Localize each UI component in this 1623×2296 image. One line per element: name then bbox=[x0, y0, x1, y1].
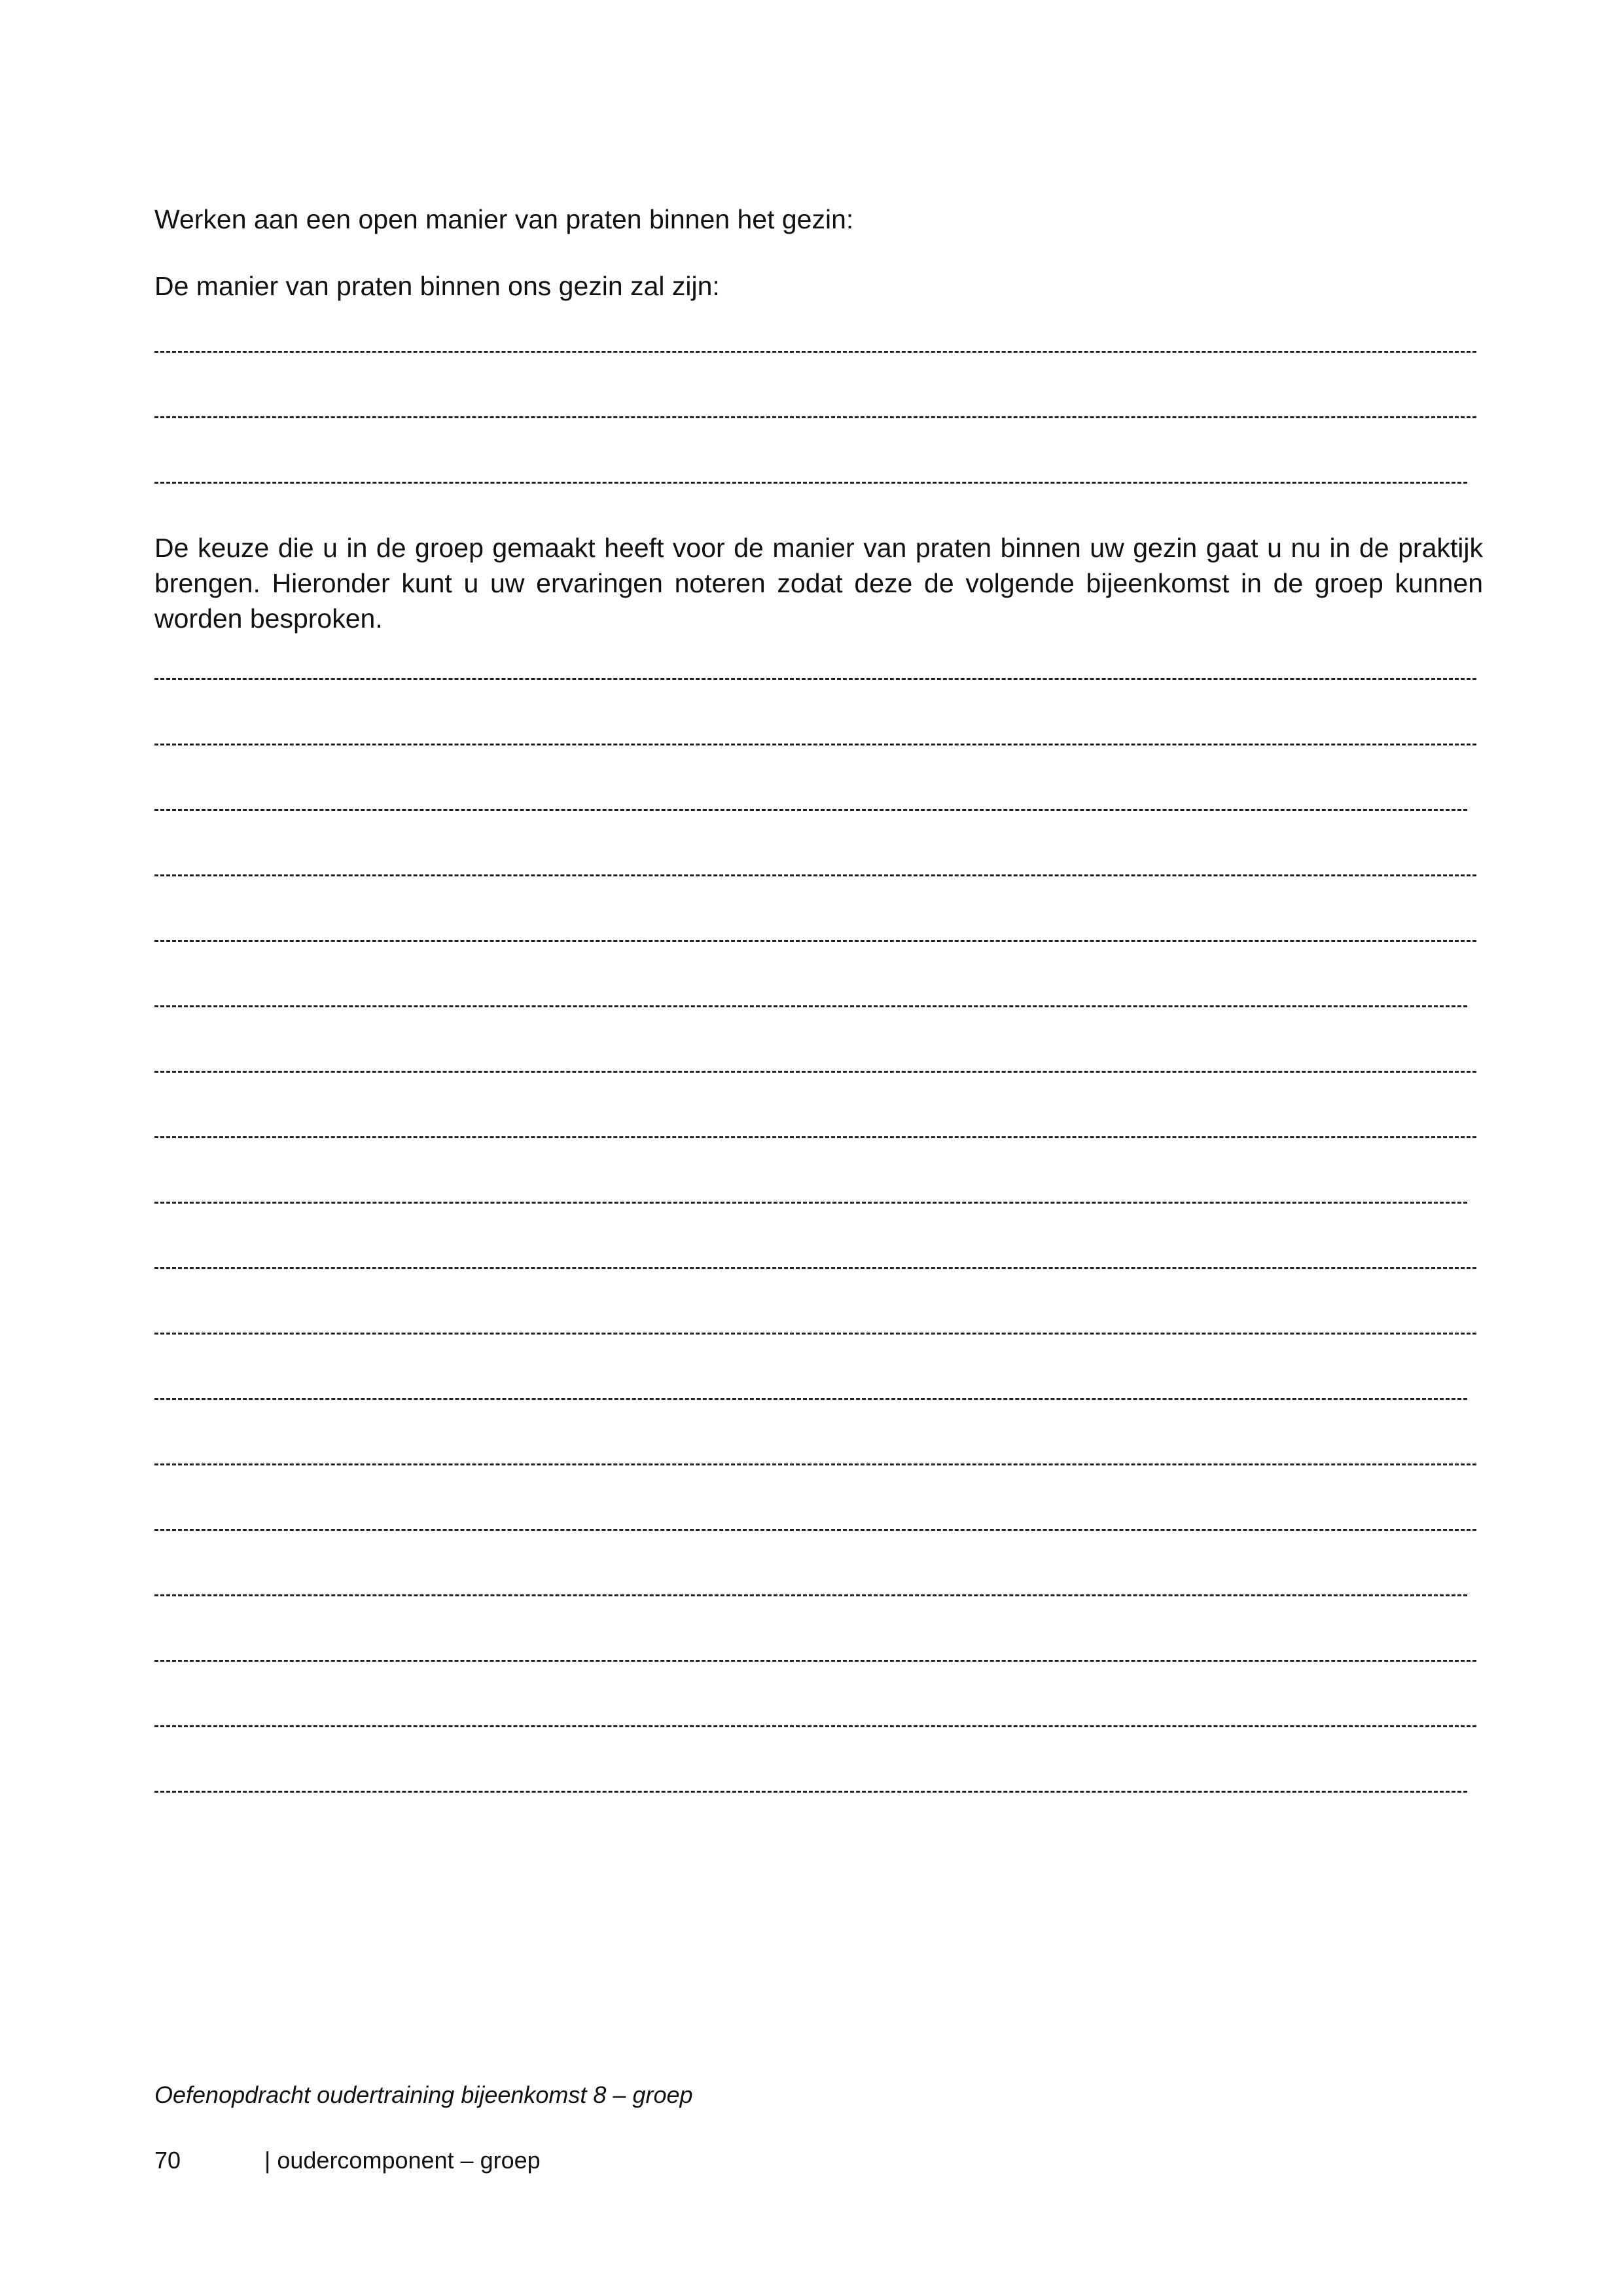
answer-line bbox=[154, 678, 1476, 680]
page-number: 70 bbox=[154, 2147, 181, 2174]
answer-line bbox=[154, 416, 1476, 418]
answer-line bbox=[154, 1267, 1476, 1269]
answer-line bbox=[154, 1202, 1467, 1204]
answer-line bbox=[154, 1594, 1467, 1596]
heading: Werken aan een open manier van praten binnen het gezin: bbox=[154, 204, 854, 234]
section-label: | oudercomponent – groep bbox=[264, 2147, 541, 2174]
answer-line bbox=[154, 940, 1476, 942]
answer-line bbox=[154, 1660, 1476, 1662]
answer-line bbox=[154, 1071, 1476, 1073]
answer-line bbox=[154, 351, 1476, 353]
prompt-1: De manier van praten binnen ons gezin zal zijn: bbox=[154, 271, 720, 301]
answer-line bbox=[154, 1791, 1467, 1793]
footer-title: Oefenopdracht oudertraining bijeenkomst 8 – groep bbox=[154, 2081, 693, 2108]
answer-line bbox=[154, 1529, 1476, 1531]
answer-line bbox=[154, 809, 1467, 811]
answer-line bbox=[154, 1136, 1476, 1138]
answer-line bbox=[154, 1725, 1476, 1727]
answer-line bbox=[154, 1333, 1476, 1335]
answer-line bbox=[154, 744, 1476, 745]
answer-line bbox=[154, 482, 1467, 484]
prompt-2: De keuze die u in de groep gemaakt heeft voor de manier van praten binnen uw gezin gaat u nu in de praktijk brengen. Hieronder kunt u uw ervaringen noteren zodat deze de volgende bijeenkomst in de groep kunnen worden besproken. bbox=[154, 533, 1483, 634]
answer-line bbox=[154, 1005, 1467, 1007]
answer-line bbox=[154, 1398, 1467, 1400]
answer-line bbox=[154, 874, 1476, 876]
answer-line bbox=[154, 1463, 1476, 1465]
